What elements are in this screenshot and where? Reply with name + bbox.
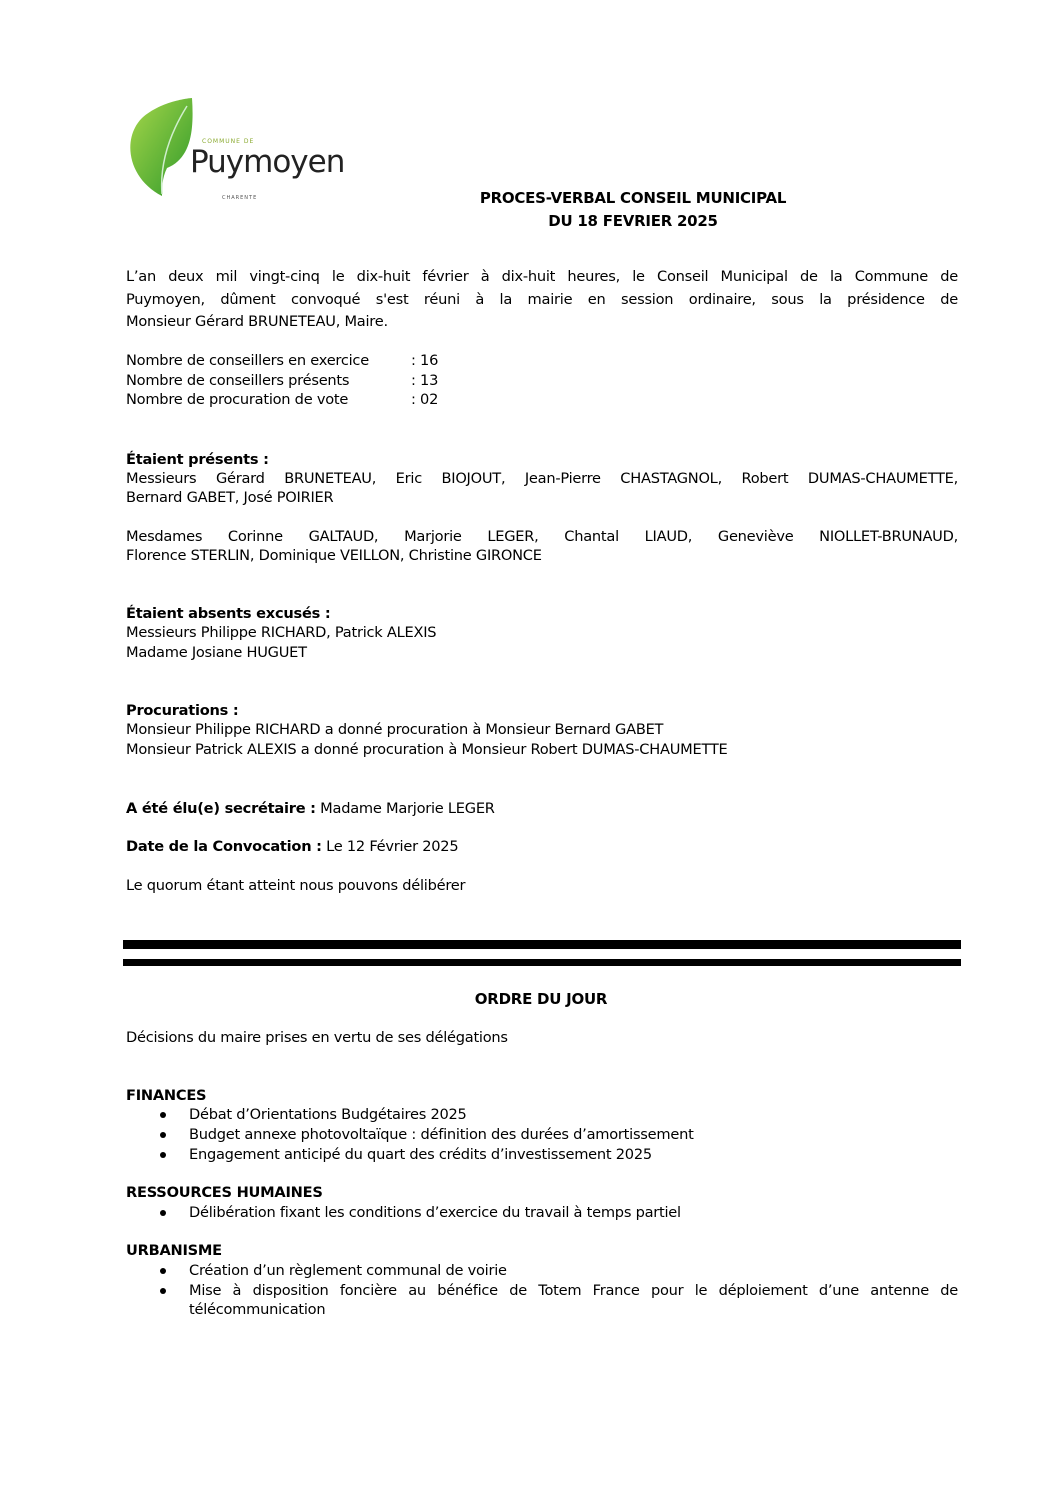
logo-top: COMMUNE DE (202, 138, 255, 145)
secretaire-label: A été élu(e) secrétaire : (126, 800, 316, 817)
count-row (126, 371, 438, 391)
logo-sub: CHARENTE (222, 195, 258, 201)
logo-name: Puymoyen (190, 144, 345, 180)
presents-line: Bernard GABET, José POIRIER (126, 489, 334, 506)
absents-heading: Étaient absents excusés : (126, 605, 331, 622)
absents-line: Madame Josiane HUGUET (126, 644, 307, 661)
bullet-icon (160, 1112, 166, 1118)
page-title: PROCES-VERBAL CONSEIL MUNICIPAL (479, 189, 787, 207)
intro-line: Puymoyen, dûment convoqué s'est réuni à la mairie en session ordinaire, sous la présidence de (126, 291, 958, 308)
convocation-label: Date de la Convocation : (126, 838, 322, 855)
count-row (126, 390, 438, 410)
presents-heading: Étaient présents : (126, 451, 269, 468)
presents-line: Mesdames Corinne GALTAUD, Marjorie LEGER, Chantal LIAUD, Geneviève NIOLLET-BRUNAUD, (126, 528, 958, 545)
agenda-item: Engagement anticipé du quart des crédits d’investissement 2025 (189, 1146, 652, 1163)
intro-line: L’an deux mil vingt-cinq le dix-huit février à dix-huit heures, le Conseil Municipal de la Commune de (126, 268, 958, 285)
secretaire-line (126, 799, 495, 819)
agenda-item: Délibération fixant les conditions d’exercice du travail à temps partiel (189, 1204, 681, 1221)
agenda-item-continued: télécommunication (189, 1301, 326, 1318)
count-label: Nombre de procuration de vote (126, 391, 349, 408)
absents-line: Messieurs Philippe RICHARD, Patrick ALEXIS (126, 624, 437, 641)
quorum-line: Le quorum étant atteint nous pouvons délibérer (126, 877, 466, 894)
count-label: Nombre de conseillers présents (126, 372, 350, 389)
commune-logo (122, 98, 345, 208)
presents-line: Messieurs Gérard BRUNETEAU, Eric BIOJOUT, Jean-Pierre CHASTAGNOL, Robert DUMAS-CHAUMETTE, (126, 470, 958, 487)
agenda-item: Débat d’Orientations Budgétaires 2025 (189, 1106, 467, 1123)
convocation-value: Le 12 Février 2025 (321, 838, 459, 855)
urbanisme-heading: URBANISME (126, 1242, 222, 1259)
count-row (126, 351, 438, 371)
ordre-intro: Décisions du maire prises en vertu de ses délégations (126, 1029, 508, 1046)
bullet-icon (160, 1132, 166, 1138)
divider-thick (123, 940, 961, 949)
presents-line: Florence STERLIN, Dominique VEILLON, Christine GIRONCE (126, 547, 542, 564)
bullet-icon (160, 1268, 166, 1274)
bullet-icon (160, 1152, 166, 1158)
rh-heading: RESSOURCES HUMAINES (126, 1184, 323, 1201)
count-value: : 16 (411, 352, 439, 369)
procuration-line: Monsieur Patrick ALEXIS a donné procuration à Monsieur Robert DUMAS-CHAUMETTE (126, 741, 728, 758)
convocation-line (126, 837, 458, 857)
count-value: : 02 (411, 391, 439, 408)
divider (123, 959, 961, 966)
procuration-line: Monsieur Philippe RICHARD a donné procuration à Monsieur Bernard GABET (126, 721, 664, 738)
secretaire-value: Madame Marjorie LEGER (315, 800, 495, 817)
ordre-heading: ORDRE DU JOUR (474, 990, 608, 1008)
agenda-item: Budget annexe photovoltaïque : définition des durées d’amortissement (189, 1126, 694, 1143)
finances-heading: FINANCES (126, 1087, 207, 1104)
bullet-icon (160, 1288, 166, 1294)
page-subtitle: DU 18 FEVRIER 2025 (548, 212, 718, 230)
count-label: Nombre de conseillers en exercice (126, 352, 369, 369)
bullet-icon (160, 1210, 166, 1216)
intro-line: Monsieur Gérard BRUNETEAU, Maire. (126, 313, 388, 330)
agenda-item: Mise à disposition foncière au bénéfice de Totem France pour le déploiement d’une antenne de (189, 1282, 958, 1299)
agenda-item: Création d’un règlement communal de voirie (189, 1262, 507, 1279)
count-value: : 13 (411, 372, 439, 389)
procurations-heading: Procurations : (126, 702, 239, 719)
